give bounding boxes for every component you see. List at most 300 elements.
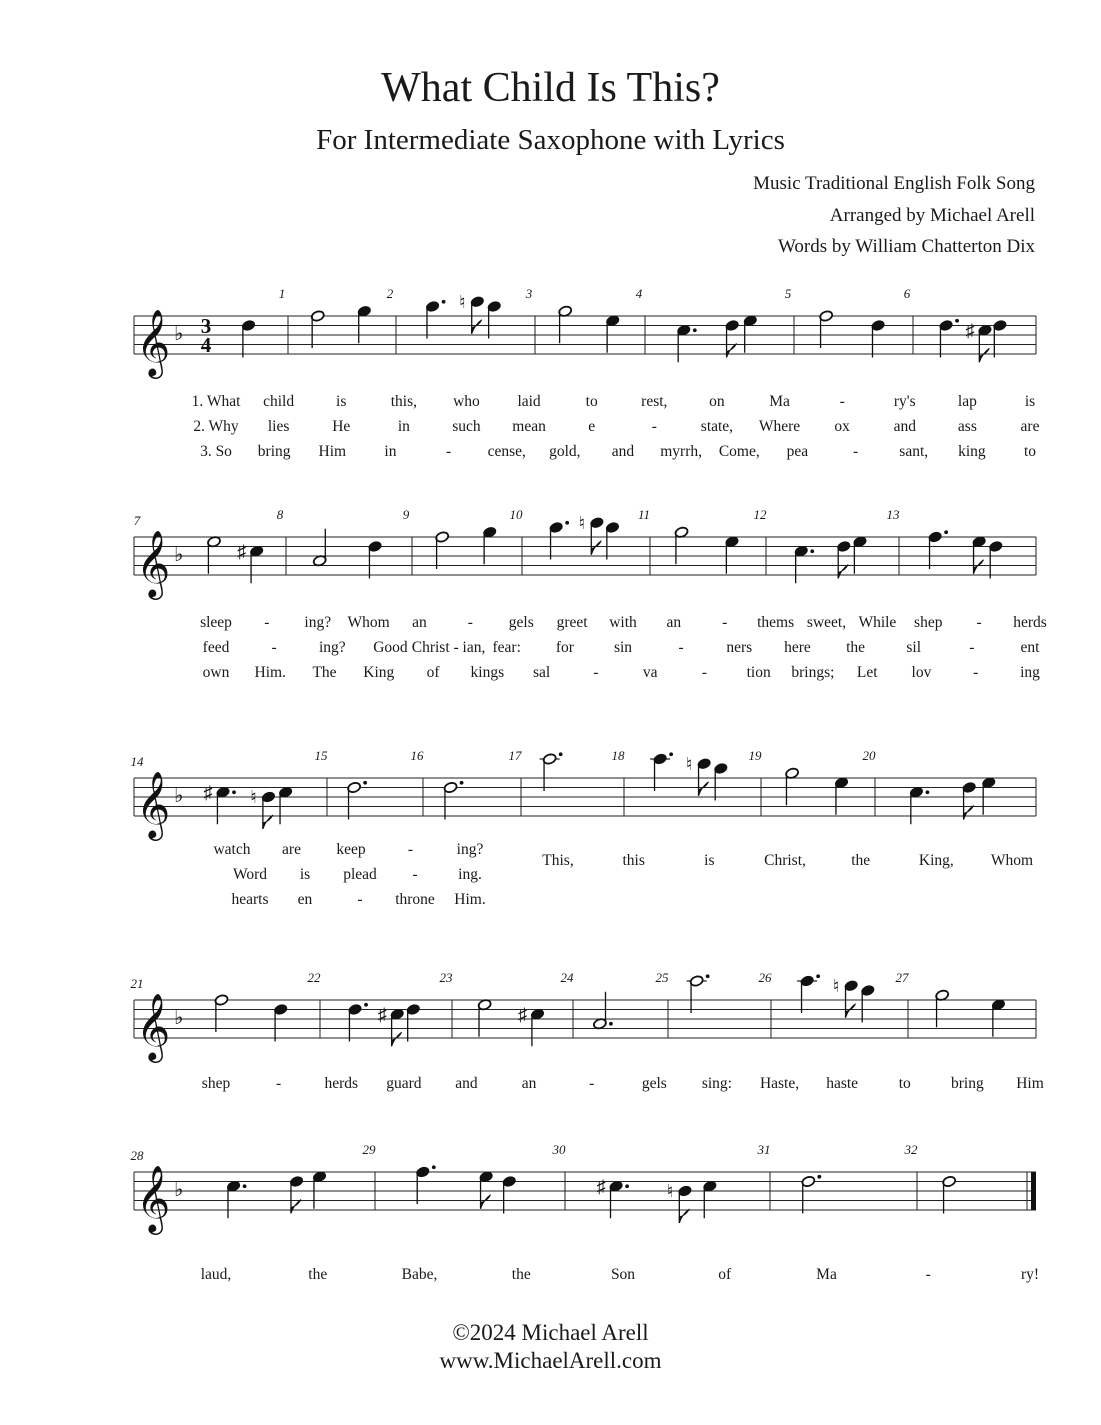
note	[674, 526, 689, 564]
note	[357, 305, 372, 343]
note	[487, 300, 502, 338]
note	[834, 777, 849, 815]
copyright-notice: ©2024 Michael Arell	[452, 1320, 649, 1345]
lyric-syllable: sal	[532, 664, 551, 681]
note	[226, 1180, 246, 1218]
note	[935, 989, 950, 1027]
note	[347, 781, 367, 820]
lyric-syllable: While	[858, 614, 897, 631]
lyric-syllable: -	[973, 664, 979, 681]
natural-accidental: ♮	[666, 1181, 674, 1201]
eighth-flag	[974, 560, 984, 574]
lyric-syllable: gels	[508, 614, 534, 631]
lyric-syllable: lap	[957, 393, 977, 410]
natural-accidental: ♮	[685, 753, 693, 774]
lyric-syllable: sil	[906, 639, 922, 656]
lyric-syllable: hearts	[231, 891, 269, 908]
augmentation-dot	[669, 752, 673, 756]
note	[861, 984, 876, 1022]
note	[241, 319, 256, 357]
note	[273, 1003, 288, 1041]
lyric-syllable: an	[412, 614, 427, 631]
measure-number: 6	[903, 286, 911, 301]
natural-accidental: ♮	[250, 787, 257, 807]
lyric-syllable: -	[976, 614, 982, 631]
sharp-accidental: ♯	[965, 320, 975, 341]
note	[237, 541, 264, 583]
measure-number: 32	[904, 1142, 918, 1157]
lyric-syllable: Let	[856, 664, 878, 681]
measure-number: 27	[895, 970, 909, 985]
eighth-flag	[964, 806, 974, 820]
note	[479, 1171, 494, 1209]
staff-system	[134, 513, 1036, 600]
lyric-syllable: ry!	[1020, 1266, 1040, 1283]
eighth-flag	[291, 1200, 301, 1214]
lyric-syllable: en	[297, 891, 313, 908]
measure-number: 16	[410, 748, 424, 763]
treble-clef: 𝄞	[136, 992, 171, 1060]
natural-accidental: ♮	[832, 975, 840, 996]
augmentation-dot	[625, 1184, 629, 1188]
lyric-syllable: -	[589, 1075, 595, 1092]
lyric-syllable: cense,	[487, 443, 526, 460]
lyric-syllable: 3. So	[200, 443, 232, 460]
lyric-syllable: are	[1020, 418, 1040, 435]
note	[942, 1175, 957, 1213]
measure-number: 10	[509, 507, 523, 522]
lyric-syllable: of	[426, 664, 440, 681]
lyric-syllable: such	[452, 418, 481, 435]
note	[703, 1180, 718, 1218]
note	[871, 319, 886, 357]
note	[207, 536, 222, 574]
lyric-syllable: e	[588, 418, 596, 435]
lyric-syllable: shep	[201, 1075, 231, 1092]
lyric-syllable: Him.	[454, 891, 486, 908]
measure-number: 2	[386, 286, 394, 301]
arranger-credit: Arranged by Michael Arell	[829, 205, 1035, 226]
note	[312, 1171, 327, 1209]
lyric-syllable: who	[453, 393, 480, 410]
lyric-syllable: He	[332, 418, 351, 435]
note	[289, 1175, 304, 1213]
lyric-syllable: is	[336, 393, 347, 410]
note	[204, 782, 236, 824]
lyric-syllable: -	[839, 393, 845, 410]
measure-number: 12	[753, 507, 767, 522]
augmentation-dot	[693, 328, 697, 332]
note	[939, 319, 959, 358]
sharp-accidental: ♯	[237, 541, 247, 562]
sharp-accidental: ♯	[518, 1004, 528, 1025]
note	[714, 762, 729, 800]
note	[993, 319, 1008, 357]
lyric-syllable: lov	[911, 664, 932, 681]
lyric-syllable: Son	[610, 1266, 636, 1283]
note	[981, 777, 996, 815]
lyric-syllable: to	[898, 1075, 911, 1092]
measure-number: 13	[886, 507, 900, 522]
lyric-syllable: 2. Why	[193, 418, 239, 435]
lyric-syllable: -	[722, 614, 728, 631]
note	[972, 536, 987, 574]
measure-number: 8	[276, 507, 284, 522]
augmentation-dot	[442, 300, 446, 304]
website-link[interactable]: www.MichaelArell.com	[439, 1348, 662, 1373]
lyric-syllable: rest,	[641, 393, 668, 410]
augmentation-dot	[565, 521, 569, 525]
lyric-syllable: gels	[641, 1075, 667, 1092]
lyric-syllable: this	[622, 852, 645, 869]
eighth-flag	[699, 782, 709, 796]
treble-clef: 𝄞	[136, 308, 171, 376]
lyric-syllable: in	[384, 443, 397, 460]
lyric-syllable: -	[651, 418, 657, 435]
note	[785, 767, 800, 805]
measure-number: 17	[508, 748, 522, 763]
time-signature-bottom: 4	[200, 333, 212, 357]
augmentation-dot	[816, 974, 820, 978]
sharp-accidental: ♯	[203, 782, 213, 803]
lyric-syllable: -	[276, 1075, 282, 1092]
measure-number: 3	[525, 286, 533, 301]
lyric-syllable: ners	[726, 639, 753, 656]
note	[819, 310, 834, 348]
lyric-syllable: Word	[232, 866, 268, 883]
lyric-syllable: throne	[395, 891, 435, 908]
lyric-syllable: own	[202, 664, 230, 681]
augmentation-dot	[817, 1175, 821, 1179]
lyric-syllable: king	[958, 443, 986, 460]
lyric-syllable: the	[846, 639, 866, 656]
eighth-flag	[979, 348, 989, 362]
lyricist-credit: Words by William Chatterton Dix	[778, 236, 1035, 257]
measure-number: 9	[402, 507, 410, 522]
note	[214, 994, 229, 1032]
lyric-syllable: -	[467, 614, 473, 631]
lyric-syllable: Whom	[990, 852, 1034, 869]
lyric-syllable: kings	[470, 664, 505, 681]
lyric-syllable: ing	[1020, 664, 1040, 681]
lyric-syllable: herds	[324, 1075, 359, 1092]
lyric-syllable: guard	[386, 1075, 422, 1092]
lyric-syllable: bring	[257, 443, 291, 460]
lyric-syllable: the	[511, 1266, 531, 1283]
note	[443, 781, 463, 820]
lyric-syllable: ass	[957, 418, 977, 435]
sharp-accidental: ♯	[377, 1004, 387, 1025]
staff-system	[134, 1164, 1036, 1235]
note	[482, 526, 497, 564]
measure-number: 14	[130, 754, 144, 769]
lyric-syllable: haste	[826, 1075, 859, 1092]
note	[605, 521, 620, 559]
measure-number: 19	[748, 748, 762, 763]
note	[725, 319, 740, 357]
lyric-syllable: greet	[556, 614, 588, 631]
note	[833, 976, 859, 1018]
note	[406, 1003, 421, 1041]
lyric-syllable: fear:	[492, 639, 521, 656]
key-signature-flat: ♭	[174, 1179, 184, 1201]
note	[667, 1181, 693, 1223]
lyric-syllable: ing?	[318, 639, 346, 656]
note	[597, 1176, 629, 1218]
lyric-syllable: ry's	[893, 393, 916, 410]
augmentation-dot	[810, 549, 814, 553]
lyric-syllable: laud,	[200, 1266, 232, 1283]
note	[797, 974, 820, 1013]
lyric-syllable: ing?	[456, 841, 484, 858]
augmentation-dot	[243, 1184, 247, 1188]
augmentation-dot	[926, 790, 930, 794]
composer-credit: Music Traditional English Folk Song	[753, 173, 1035, 194]
lyric-syllable: the	[308, 1266, 328, 1283]
note	[837, 540, 852, 578]
note	[853, 536, 868, 574]
lyric-syllable: an	[521, 1075, 537, 1092]
lyric-syllable: -	[412, 866, 418, 883]
lyric-syllable: and	[893, 418, 916, 435]
lyric-syllable: with	[609, 614, 637, 631]
lyric-syllable: King,	[918, 852, 954, 869]
staff-system	[134, 752, 1036, 841]
lyric-syllable: to	[585, 393, 598, 410]
lyric-syllable: -	[593, 664, 599, 681]
measure-number: 7	[133, 513, 141, 528]
key-signature-flat: ♭	[174, 544, 184, 566]
lyric-syllable: Christ - ian,	[411, 639, 486, 656]
note	[425, 300, 445, 339]
natural-accidental: ♮	[459, 291, 466, 312]
augmentation-dot	[706, 974, 710, 978]
time-signature-top: 3	[200, 314, 212, 338]
lyric-syllable: the	[851, 852, 871, 869]
lyric-syllable: Whom	[347, 614, 390, 631]
lyric-syllable: Good	[373, 639, 408, 656]
lyric-syllable: -	[969, 639, 975, 656]
measure-number: 5	[784, 286, 792, 301]
lyric-syllable: is	[704, 852, 715, 869]
lyric-syllable: King	[363, 664, 395, 681]
lyric-syllable: pea	[786, 443, 809, 460]
lyric-syllable: sin	[613, 639, 633, 656]
note	[278, 786, 293, 824]
lyric-syllable: an	[666, 614, 682, 631]
augmentation-dot	[364, 1003, 368, 1007]
eighth-flag	[591, 541, 601, 555]
note	[435, 531, 450, 569]
final-barline-thick	[1031, 1172, 1036, 1210]
lyric-syllable: -	[701, 664, 707, 681]
lyric-syllable: -	[357, 891, 363, 908]
augmentation-dot	[944, 530, 948, 534]
lyric-syllable: is	[299, 866, 311, 883]
lyric-syllable: -	[925, 1266, 931, 1283]
note	[686, 754, 712, 796]
note	[991, 999, 1006, 1037]
measure-number: 24	[560, 970, 574, 985]
note	[378, 1004, 405, 1046]
lyric-syllable: This,	[542, 852, 574, 869]
treble-clef: 𝄞	[136, 1164, 171, 1232]
note	[549, 521, 569, 560]
note	[687, 974, 710, 1013]
lyric-syllable: sing:	[701, 1075, 733, 1092]
note	[348, 1003, 368, 1042]
lyric-syllable: Come,	[718, 443, 760, 460]
measure-number: 23	[439, 970, 453, 985]
page-subtitle: For Intermediate Saxophone with Lyrics	[316, 124, 785, 156]
lyric-syllable: -	[264, 614, 270, 631]
lyric-syllable: Haste,	[759, 1075, 800, 1092]
measure-number: 15	[314, 748, 328, 763]
note	[518, 1004, 545, 1046]
lyric-syllable: Where	[758, 418, 801, 435]
measure-number: 26	[758, 970, 772, 985]
eighth-flag	[263, 815, 273, 829]
measure-number: 28	[130, 1148, 144, 1163]
eighth-flag	[392, 1032, 402, 1046]
lyric-syllable: sant,	[899, 443, 929, 460]
treble-clef: 𝄞	[136, 529, 171, 597]
measure-number: 4	[635, 286, 643, 301]
note	[312, 529, 327, 567]
measure-number: 20	[862, 748, 876, 763]
note	[477, 999, 492, 1037]
lyric-syllable: Ma	[816, 1266, 837, 1283]
lyric-syllable: lies	[267, 418, 290, 435]
note	[416, 1165, 436, 1204]
lyric-syllable: and	[455, 1075, 478, 1092]
lyric-syllable: sleep	[200, 614, 232, 631]
lyric-syllable: ox	[834, 418, 850, 435]
eighth-flag	[727, 344, 737, 358]
lyric-syllable: laid	[517, 393, 541, 410]
lyric-syllable: thems	[757, 614, 795, 631]
key-signature-flat: ♭	[174, 1007, 184, 1029]
note	[540, 752, 563, 791]
note	[310, 310, 325, 348]
lyric-syllable: 1. What	[191, 393, 241, 410]
note	[909, 786, 929, 824]
lyric-syllable: of	[718, 1266, 732, 1283]
measure-number: 30	[552, 1142, 566, 1157]
eighth-flag	[472, 320, 482, 334]
note	[502, 1175, 517, 1213]
note	[368, 540, 383, 578]
lyric-syllable: Christ,	[764, 852, 806, 869]
augmentation-dot	[460, 781, 464, 785]
note	[794, 545, 814, 583]
page-title: What Child Is This?	[381, 65, 720, 111]
note	[801, 1175, 821, 1214]
lyric-syllable: sweet,	[806, 614, 847, 631]
lyric-syllable: keep	[336, 841, 366, 858]
augmentation-dot	[232, 790, 236, 794]
measure-number: 21	[130, 976, 144, 991]
note	[965, 320, 992, 362]
augmentation-dot	[363, 781, 367, 785]
note	[250, 787, 276, 829]
staff-system	[134, 974, 1036, 1063]
lyric-syllable: and	[611, 443, 635, 460]
lyric-syllable: Babe,	[401, 1266, 438, 1283]
lyric-syllable: Him.	[254, 664, 286, 681]
lyric-syllable: ing?	[304, 614, 332, 631]
lyric-syllable: -	[445, 443, 452, 460]
note	[743, 315, 758, 353]
measure-number: 29	[362, 1142, 376, 1157]
lyric-syllable: are	[282, 841, 301, 858]
lyric-syllable: on	[709, 393, 725, 410]
lyric-syllable: bring	[951, 1075, 984, 1092]
note	[579, 513, 605, 555]
lyric-syllable: for	[555, 639, 574, 656]
note	[605, 315, 620, 353]
note	[650, 752, 673, 791]
eighth-flag	[846, 1004, 856, 1018]
lyric-syllable: -	[678, 639, 684, 656]
lyric-syllable: gold,	[549, 443, 581, 460]
lyric-syllable: watch	[213, 841, 251, 858]
lyric-syllable: -	[407, 841, 414, 858]
natural-accidental: ♮	[578, 512, 586, 533]
lyric-syllable: ent	[1020, 639, 1040, 656]
lyric-syllable: in	[397, 418, 410, 435]
lyric-syllable: state,	[700, 418, 734, 435]
measure-number: 11	[637, 507, 651, 522]
lyric-syllable: herds	[1013, 614, 1047, 631]
measure-number: 22	[307, 970, 321, 985]
eighth-flag	[679, 1209, 689, 1223]
lyric-syllable: tion	[746, 664, 771, 681]
staff-system	[134, 292, 1036, 379]
eighth-flag	[838, 565, 848, 579]
note	[558, 305, 573, 343]
lyric-syllable: myrrh,	[660, 443, 703, 460]
note	[962, 781, 977, 819]
lyric-syllable: to	[1023, 443, 1037, 460]
lyric-syllable: Ma	[769, 393, 790, 410]
lyric-syllable: child	[263, 393, 295, 410]
key-signature-flat: ♭	[174, 323, 184, 345]
augmentation-dot	[955, 319, 959, 323]
sharp-accidental: ♯	[596, 1176, 606, 1197]
augmentation-dot	[559, 752, 563, 756]
note	[725, 536, 740, 574]
lyric-syllable: this,	[390, 393, 417, 410]
lyric-syllable: -	[852, 443, 859, 460]
note	[928, 530, 948, 569]
lyric-syllable: plead	[343, 866, 377, 883]
lyric-syllable: shep	[914, 614, 943, 631]
lyric-syllable: feed	[202, 639, 230, 656]
note	[676, 324, 696, 362]
lyric-syllable: ing.	[458, 866, 482, 883]
lyric-syllable: va	[642, 664, 658, 681]
eighth-flag	[481, 1195, 491, 1209]
lyric-syllable: The	[312, 664, 337, 681]
note	[593, 992, 613, 1030]
augmentation-dot	[609, 1022, 613, 1026]
lyric-syllable: Him	[1016, 1075, 1044, 1092]
lyric-syllable: brings;	[791, 664, 835, 681]
treble-clef: 𝄞	[136, 770, 171, 838]
augmentation-dot	[432, 1165, 436, 1169]
lyric-syllable: Him	[318, 443, 347, 460]
